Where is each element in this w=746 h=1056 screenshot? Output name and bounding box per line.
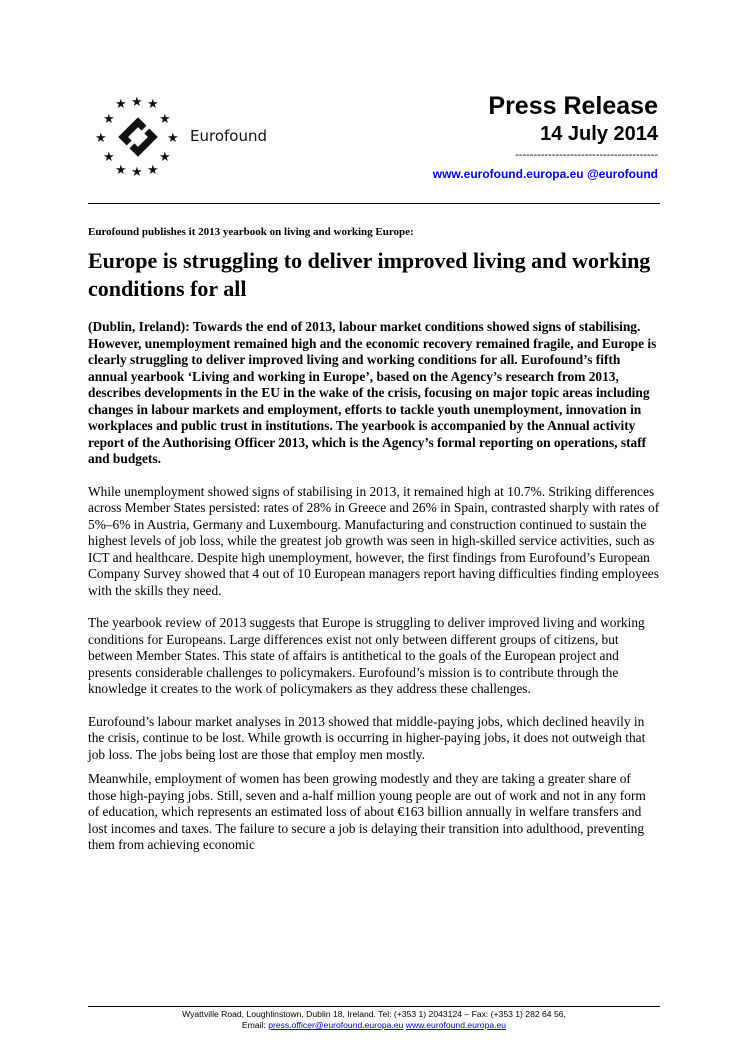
svg-text:★: ★ — [115, 163, 127, 178]
svg-text:★: ★ — [103, 112, 115, 127]
body-paragraph: Meanwhile, employment of women has been growing modestly and they are taking a greater share of those high-paying jobs. Still, seven and a-half million young people are out of work and not in any form of education, which represents an estimated loss of about €163 billion annually in welfare transfers and lost incomes and taxes. The failure to secure a job is delaying their transition into adulthood, preventing them from achieving economic — [88, 771, 646, 852]
body-paragraph: Eurofound’s labour market analyses in 2013 showed that middle-paying jobs, which declined heavily in the crisis, continue to be lost. While growth is occurring in higher-paying jobs, it does not outweigh that job loss. The jobs being lost are those that employ men mostly. — [88, 713, 646, 762]
svg-text:★: ★ — [95, 131, 107, 146]
footer-divider — [88, 1006, 660, 1007]
footer — [88, 1009, 660, 1031]
email-link[interactable]: press.officer@eurofound.europa.eu — [268, 1020, 404, 1030]
body-paragraph: While unemployment showed signs of stabilising in 2013, it remained high at 10.7%. Striking differences across Member States persisted: rates of 28% in Greece and 26% in Spain, contrasted sharply with rates of 5%–6% in Austria, Germany and Luxembourg. Manufacturing and construction continued to sustain the highest levels of job loss, while the greatest job growth was seen in high-skilled service activities, such as ICT and healthcare. Despite high unemployment, however, the first findings from Eurofound’s European Company Survey showed that 4 out of 10 European managers report having difficulties finding employees with the skills they need. — [88, 483, 660, 598]
lead-paragraph: (Dublin, Ireland): Towards the end of 2013, labour market conditions showed signs of stabilising. However, unemployment remained high and the economic recovery remained fragile, and Europe is clearly struggling to deliver improved living and working conditions for all. Eurofound’s fifth annual yearbook ‘Living and working in Europe’, based on the Agency’s research from 2013, describes developments in the EU in the wake of the crisis, focusing on major topic areas including changes in labour markets and employment, efforts to tackle youth unemployment, innovation in workplaces and public trust in institutions. The yearbook is accompanied by the Annual activity report of the Authorising Officer 2013, which is the Agency’s formal reporting on operations, staff and budgets. — [88, 319, 657, 466]
svg-text:★: ★ — [103, 150, 115, 165]
headline: Europe is struggling to deliver improved living and working conditions for all — [88, 248, 651, 301]
svg-text:★: ★ — [159, 150, 171, 165]
press-release-date: 14 July 2014 — [540, 123, 658, 145]
press-header — [433, 90, 658, 183]
svg-text:★: ★ — [131, 96, 143, 110]
dash-divider: --------------------------------------- — [515, 149, 658, 161]
body-paragraph: The yearbook review of 2013 suggests that Europe is struggling to deliver improved living and working conditions for Europeans. Large differences exist not only between different groups of citizens, but between Member States. This state of affairs is antithetical to the goals of the European project and presents considerable challenges to policymakers. Eurofound’s mission is to contribute through the knowledge it creates to the work of policymakers as they address these challenges. — [88, 615, 645, 696]
svg-text:★: ★ — [167, 131, 179, 146]
footer-contact — [88, 1020, 660, 1031]
svg-text:★: ★ — [147, 163, 159, 178]
footer-website-link[interactable]: www.eurofound.europa.eu — [405, 1020, 507, 1030]
svg-text:★: ★ — [131, 165, 143, 178]
eurofound-logo — [92, 96, 184, 178]
svg-text:★: ★ — [115, 97, 127, 112]
article-body — [88, 225, 660, 854]
kicker: Eurofound publishes it 2013 yearbook on living and working Europe: — [88, 226, 414, 238]
email-label: Email: — [241, 1020, 266, 1030]
logo-wordmark: Eurofound — [190, 127, 267, 145]
svg-text:★: ★ — [147, 97, 159, 112]
footer-address: Wyattville Road, Loughlinstown, Dublin 18, Ireland. Tel: (+353 1) 2043124 – Fax: (+353 1) 282 64 56, — [182, 1009, 566, 1019]
svg-text:★: ★ — [159, 112, 171, 127]
press-release-title: Press Release — [488, 92, 658, 120]
header-divider — [88, 203, 660, 204]
website-link[interactable]: www.eurofound.europa.eu @eurofound — [432, 167, 658, 181]
